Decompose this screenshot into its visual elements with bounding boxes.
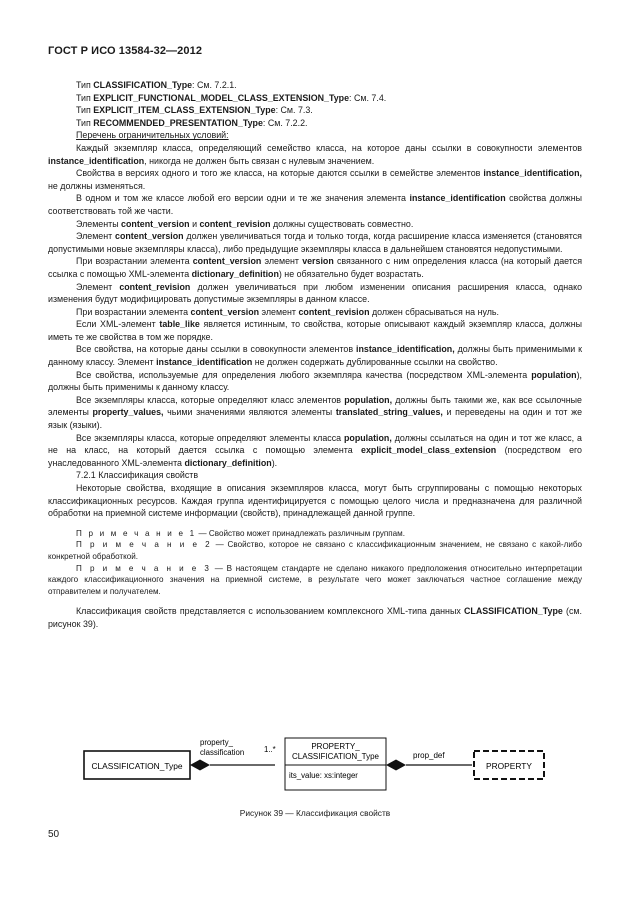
- classification-diagram: [80, 730, 550, 800]
- box2-attribute: its_value: xs:integer: [289, 771, 358, 780]
- type-ref-line: Тип EXPLICIT_FUNCTIONAL_MODEL_CLASS_EXTENSION_Type: См. 7.4.: [76, 92, 387, 103]
- standard-header: ГОСТ Р ИСО 13584-32—2012: [48, 45, 203, 57]
- aggregation-diamond: [190, 760, 210, 771]
- aggregation-diamond: [386, 760, 406, 771]
- type-ref-line: Тип CLASSIFICATION_Type: См. 7.2.1.: [76, 80, 237, 90]
- note: П р и м е ч а н и е 2 — Свойство, которое не связано с классификационным значением, не связано с какой-либо конкретной обработкой.: [48, 540, 582, 561]
- box2-title-line2: CLASSIFICATION_Type: [292, 752, 379, 761]
- classification-type-label: CLASSIFICATION_Type: [91, 761, 183, 771]
- paragraph: Элементы content_version и content_revision должны существовать совместно.: [76, 218, 414, 229]
- paragraph: При возрастании элемента content_version элемент content_revision должен сбрасываться на нуль.: [76, 306, 499, 317]
- note: П р и м е ч а н и е 1 — Свойство может принадлежать различным группам.: [76, 528, 405, 538]
- figure-caption: Рисунок 39 — Классификация свойств: [239, 808, 391, 818]
- link1-label-line2: classification: [200, 748, 245, 757]
- paragraph: Каждый экземпляр класса, определяющий семейство класса, на которое даны ссылки в совокупности элементов instance_identification, никогда не должен быть связан с нулевым значением.: [48, 142, 582, 166]
- paragraph: В одном и том же классе любой его версии одни и те же значения элемента instance_identification свойства должны соответствовать той же части.: [48, 193, 582, 216]
- paragraph: Все свойства, на которые даны ссылки в совокупности элементов instance_identification, должны быть применимыми к данному классу. Элемент instance_identification не должен содержать дублированные ссылки на свойство.: [48, 344, 582, 368]
- page-number: 50: [48, 829, 60, 840]
- property-label: PROPERTY: [486, 761, 532, 771]
- body-text: [48, 79, 582, 631]
- section-title: 7.2.1 Классификация свойств: [76, 470, 199, 481]
- paragraph: При возрастании элемента content_version элемент version связанного с ним определения класса (на который дается ссылка с помощью XML-элемента dictionary_definition) не обязательно будет возрастать.: [48, 256, 582, 279]
- section-paragraph: Некоторые свойства, входящие в описания экземпляров класса, могут быть сгруппированы с помощью некоторых классификационных ресурсов. Каждая группа идентифицируется с помощью целого числа и предназначена для различной обработки на приемной системе информации (свойств), принадлежащей данной группе.: [48, 483, 582, 519]
- figure-intro-paragraph: Классификация свойств представляется с использованием комплексного XML-типа данных CLASSIFICATION_Type (см. рисунок 39).: [48, 606, 582, 629]
- link2-label: prop_def: [413, 751, 445, 760]
- paragraph: Элемент content_revision должен увеличиваться при любом изменении описания расширения класса, однако изменения будут модифицировать допустимые экземпляры в данном классе.: [48, 281, 583, 305]
- paragraph: Все свойства, используемые для определения любого экземпляра качества (посредством XML-элемента population), должны быть применимы к данному классу.: [48, 369, 582, 393]
- paragraph: Элемент content_version должен увеличиваться тогда и только тогда, когда расширение класса изменяется (становятся допустимыми новые экземпляры класса), либо предыдущие экземпляры класса в дальнейшем становятся недопустимыми.: [48, 231, 582, 254]
- paragraph: Свойства в версиях одного и того же класса, на которые даются ссылки в семействе элементов instance_identification, не должны изменяться.: [48, 168, 582, 191]
- link1-label-line1: property_: [200, 738, 233, 747]
- box2-title-line1: PROPERTY_: [311, 742, 360, 751]
- paragraph: Все экземпляры класса, которые определяют элементы класса population, должны ссылаться на один и тот же класс, а не на класс, на который дается ссылка с помощью элемента explicit_model_class_extension (посредством его унаследованного XML-элемента dictionary_definition).: [48, 432, 582, 468]
- paragraph: Если XML-элемент table_like является истинным, то свойства, которые описывают каждый экземпляр класса, должны иметь те же свойства в том же порядке.: [48, 319, 582, 342]
- constraints-heading: Перечень ограничительных условий:: [76, 130, 229, 141]
- type-ref-line: Тип EXPLICIT_ITEM_CLASS_EXTENSION_Type: См. 7.3.: [76, 105, 313, 116]
- paragraph: Все экземпляры класса, которые определяют класс элементов population, должны быть такими же, как все ссылочные элементы property_values, чьими значениями являются элементы translated_string_values, и переведены на один и тот же язык (языки).: [48, 394, 582, 431]
- note: П р и м е ч а н и е 3 — В настоящем стандарте не сделано никакого предположения относительно интерпретации каждого классификационного значения на приемной системе, в результате чего может заключаться частное соглашение между отправителем и получателем.: [48, 563, 582, 596]
- multiplicity-label: 1..*: [264, 745, 276, 754]
- spacer: [48, 520, 582, 528]
- spacer: [48, 597, 582, 605]
- type-ref-line: Тип RECOMMENDED_PRESENTATION_Type: См. 7.2.2.: [76, 117, 308, 128]
